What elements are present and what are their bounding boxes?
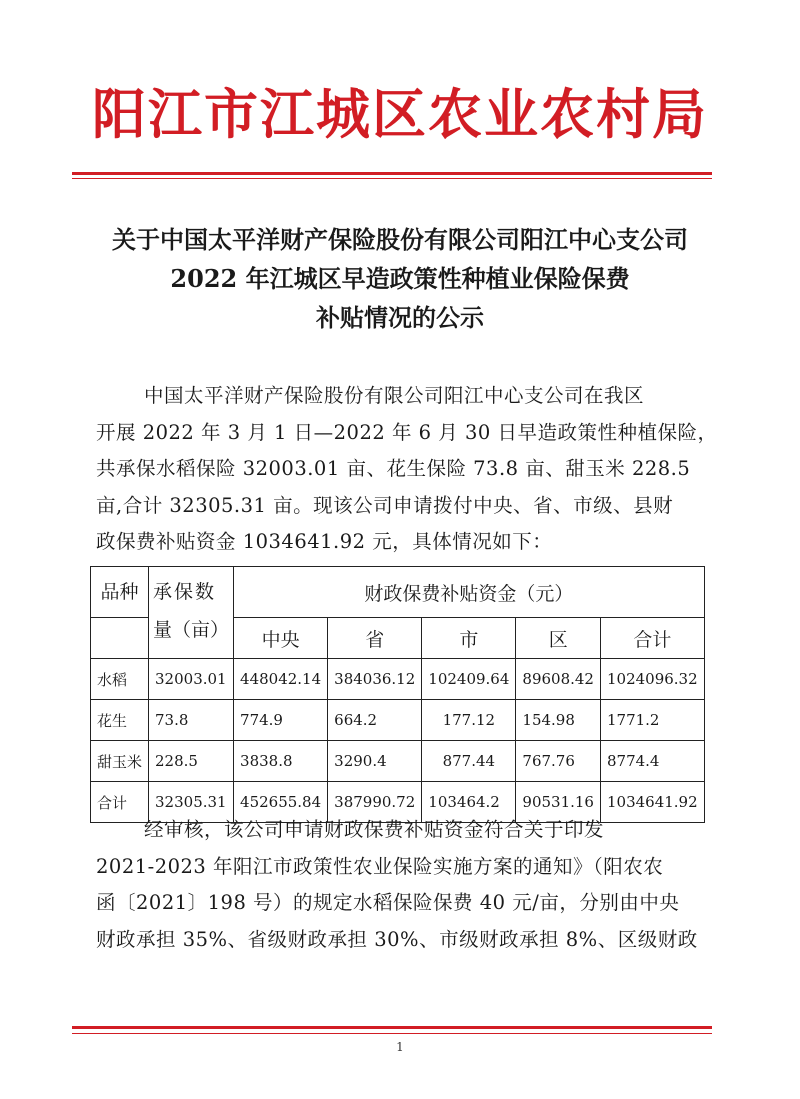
page-number: 1 bbox=[396, 1040, 404, 1054]
cell-province: 664.2 bbox=[328, 700, 422, 741]
title-line-2: 2022 年江城区早造政策性种植业保险保费 bbox=[170, 264, 630, 293]
cell-variety: 合计 bbox=[91, 782, 149, 823]
table-row bbox=[91, 659, 705, 700]
cell-total: 1771.2 bbox=[600, 700, 704, 741]
footer-rule-thick bbox=[72, 1026, 712, 1029]
cell-variety: 花生 bbox=[91, 700, 149, 741]
header-total: 合计 bbox=[600, 618, 704, 659]
cell-district: 89608.42 bbox=[516, 659, 601, 700]
paragraph-line: 共承保水稻保险 32003.01 亩、花生保险 73.8 亩、甜玉米 228.5 bbox=[96, 457, 691, 480]
cell-quantity: 73.8 bbox=[149, 700, 234, 741]
review-paragraph bbox=[96, 812, 696, 958]
header-variety: 品种 bbox=[91, 567, 149, 618]
cell-city: 103464.2 bbox=[422, 782, 516, 823]
cell-central: 448042.14 bbox=[234, 659, 328, 700]
header-quantity-line-2: 量（亩） bbox=[153, 619, 230, 641]
intro-paragraph bbox=[96, 378, 718, 561]
title-line-3: 补贴情况的公示 bbox=[316, 303, 484, 332]
cell-total: 1034641.92 bbox=[600, 782, 704, 823]
table-row bbox=[91, 741, 705, 782]
header-province: 省 bbox=[328, 618, 422, 659]
masthead-rule-thick bbox=[72, 172, 712, 175]
cell-district: 154.98 bbox=[516, 700, 601, 741]
cell-central: 3838.8 bbox=[234, 741, 328, 782]
paragraph-line: 函〔2021〕198 号）的规定水稻保险保费 40 元/亩，分别由中央 bbox=[96, 891, 680, 914]
document-title bbox=[70, 220, 730, 337]
paragraph-line: 经审核，该公司申请财政保费补贴资金符合关于印发 bbox=[144, 818, 605, 841]
cell-city: 102409.64 bbox=[422, 659, 516, 700]
cell-province: 384036.12 bbox=[328, 659, 422, 700]
cell-central: 774.9 bbox=[234, 700, 328, 741]
masthead-rule-thin bbox=[72, 178, 712, 179]
header-quantity bbox=[149, 567, 234, 659]
cell-quantity: 228.5 bbox=[149, 741, 234, 782]
paragraph-line: 财政承担 35%、省级财政承担 30%、市级财政承担 8%、区级财政 bbox=[96, 927, 698, 951]
header-city: 市 bbox=[422, 618, 516, 659]
paragraph-line: 政保费补贴资金 1034641.92 元，具体情况如下： bbox=[96, 530, 553, 553]
header-central: 中央 bbox=[234, 618, 328, 659]
cell-quantity: 32003.01 bbox=[149, 659, 234, 700]
header-subsidy-group: 财政保费补贴资金（元） bbox=[234, 567, 705, 618]
cell-central: 452655.84 bbox=[234, 782, 328, 823]
cell-district: 90531.16 bbox=[516, 782, 601, 823]
paragraph-line: 中国太平洋财产保险股份有限公司阳江中心支公司在我区 bbox=[144, 384, 645, 407]
cell-district: 767.76 bbox=[516, 741, 601, 782]
header-district: 区 bbox=[516, 618, 601, 659]
header-variety-blank bbox=[91, 618, 149, 659]
masthead-title: 阳江市江城区农业农村局 bbox=[92, 82, 708, 146]
header-quantity-line-1: 承保数 bbox=[153, 581, 217, 603]
cell-variety: 水稻 bbox=[91, 659, 149, 700]
cell-total: 1024096.32 bbox=[600, 659, 704, 700]
footer-rule-thin bbox=[72, 1033, 712, 1034]
table-row bbox=[91, 700, 705, 741]
cell-total: 8774.4 bbox=[600, 741, 704, 782]
cell-quantity: 32305.31 bbox=[149, 782, 234, 823]
paragraph-line: 亩,合计 32305.31 亩。现该公司申请拨付中央、省、市级、县财 bbox=[96, 493, 674, 517]
title-line-1: 关于中国太平洋财产保险股份有限公司阳江中心支公司 bbox=[112, 225, 688, 254]
cell-province: 3290.4 bbox=[328, 741, 422, 782]
paragraph-line: 开展 2022 年 3 月 1 日—2022 年 6 月 30 日早造政策性种植保险， bbox=[96, 420, 718, 444]
cell-variety: 甜玉米 bbox=[91, 741, 149, 782]
table-header-row bbox=[91, 567, 705, 618]
cell-city: 877.44 bbox=[422, 741, 516, 782]
cell-province: 387990.72 bbox=[328, 782, 422, 823]
paragraph-line: 2021-2023 年阳江市政策性农业保险实施方案的通知》（阳农农 bbox=[96, 854, 664, 878]
subsidy-table bbox=[90, 566, 705, 823]
cell-city: 177.12 bbox=[422, 700, 516, 741]
